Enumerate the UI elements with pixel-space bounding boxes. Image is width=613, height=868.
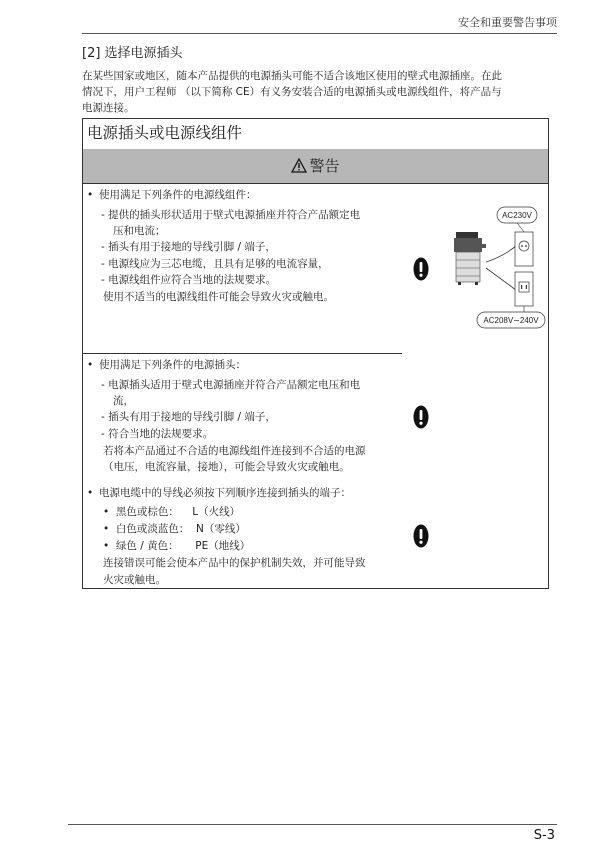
warning-label: 警告 bbox=[309, 157, 340, 175]
power-outlet-figure bbox=[450, 202, 550, 332]
item-text: 使用满足下列条件的电源插头： bbox=[99, 359, 246, 371]
warning-triangle-icon bbox=[291, 158, 307, 173]
warning-bar bbox=[83, 149, 548, 184]
section-heading: [2] 选择电源插头 bbox=[82, 46, 183, 61]
intro-line: 情况下，用户工程师 （以下简称 CE）有义务安装合适的电源插头或电源线组件，将产品与 bbox=[82, 86, 502, 98]
sub-item: 流， bbox=[113, 395, 134, 407]
sub-item: 火灾或触电。 bbox=[103, 574, 166, 586]
header-rule bbox=[82, 33, 557, 34]
wall-outlet-upper bbox=[515, 232, 533, 266]
sub-item: 若将本产品通过不合适的电源线组件连接到不合适的电源 bbox=[103, 445, 366, 457]
list-item: • 使用满足下列条件的电源插头： bbox=[87, 359, 246, 371]
sub-item: （电压，电流容量，接地），可能会导致火灾或触电。 bbox=[103, 461, 350, 473]
intro-paragraph bbox=[82, 68, 552, 116]
sub-item: - 电源插头适用于壁式电源插座并符合产品额定电压和电 bbox=[101, 379, 361, 391]
copier-icon bbox=[454, 232, 486, 285]
intro-line: 电源连接。 bbox=[82, 102, 135, 114]
wall-outlet-lower bbox=[515, 272, 533, 306]
mandatory-icon bbox=[413, 405, 429, 429]
sub-item: • 白色或淡蓝色： N（零线） bbox=[103, 523, 246, 535]
sub-item: 压和电流； bbox=[113, 225, 166, 237]
sub-item: - 符合当地的法规要求。 bbox=[101, 428, 214, 440]
sub-item: - 电源线组件应符合当地的法规要求。 bbox=[101, 274, 277, 286]
footer-rule bbox=[68, 824, 557, 825]
sub-item: - 插头有用于接地的导线引脚 / 端子， bbox=[101, 241, 276, 253]
sub-item: - 提供的插头形状适用于壁式电源插座并符合产品额定电 bbox=[101, 209, 361, 221]
page-number: S-3 bbox=[533, 828, 555, 843]
mandatory-icon bbox=[413, 257, 429, 281]
warning-box bbox=[82, 118, 549, 589]
list-item: • 电源电缆中的导线必须按下列顺序连接到插头的端子： bbox=[87, 487, 351, 499]
sub-item: 使用不适当的电源线组件可能会导致火灾或触电。 bbox=[103, 291, 334, 303]
voltage-label-top: AC230V bbox=[502, 211, 532, 220]
list-item: • 使用满足下列条件的电源线组件： bbox=[87, 189, 257, 201]
sub-item: - 插头有用于接地的导线引脚 / 端子， bbox=[101, 411, 276, 423]
intro-line: 在某些国家或地区，随本产品提供的电源插头可能不适合该地区使用的壁式电源插座。在此 bbox=[82, 70, 502, 82]
sub-item: • 绿色 / 黄色： PE（地线） bbox=[103, 540, 251, 552]
sub-item: 连接错误可能会使本产品中的保护机制失效，并可能导致 bbox=[103, 557, 366, 569]
item-text: 使用满足下列条件的电源线组件： bbox=[99, 189, 257, 201]
sub-item: • 黑色或棕色： L（火线） bbox=[103, 506, 241, 518]
box-title: 电源插头或电源线组件 bbox=[83, 119, 548, 150]
header-title: 安全和重要警告事项 bbox=[458, 16, 557, 29]
item-text: 电源电缆中的导线必须按下列顺序连接到插头的端子： bbox=[99, 487, 351, 499]
voltage-label-bottom: AC208V∼240V bbox=[483, 316, 539, 325]
mandatory-icon bbox=[413, 524, 429, 548]
sub-item: - 电源线应为三芯电缆，且具有足够的电流容量， bbox=[101, 258, 329, 270]
item-divider bbox=[83, 353, 402, 354]
